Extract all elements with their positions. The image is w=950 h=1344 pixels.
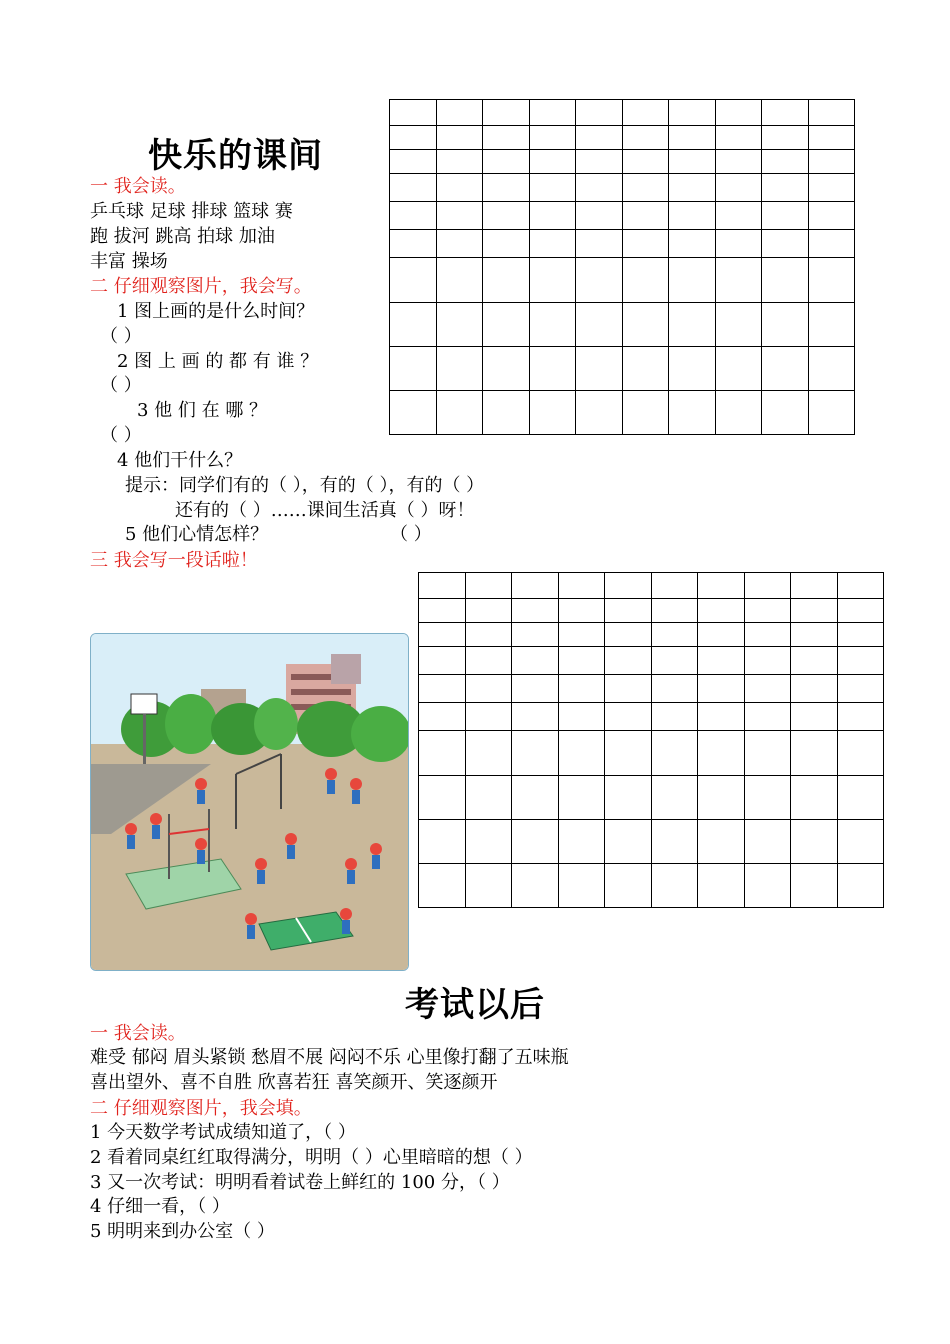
- word-line: 难受 郁闷 眉头紧锁 愁眉不展 闷闷不乐 心里像打翻了五味瓶: [90, 1047, 569, 1068]
- section-heading-observe: 二 仔细观察图片，我会写。: [90, 276, 312, 297]
- fill-item[interactable]: 4 仔细一看，（ ）: [90, 1196, 230, 1217]
- word-line: 丰富 操场: [90, 251, 168, 272]
- fill-item[interactable]: 2 看着同桌红红取得满分，明明（ ）心里暗暗的想（ ）: [90, 1147, 533, 1168]
- fill-item[interactable]: 5 明明来到办公室（ ）: [90, 1221, 275, 1242]
- hint-line: 提示：同学们有的（ ），有的（ ），有的（ ）: [125, 475, 485, 496]
- section-heading-fill: 二 仔细观察图片，我会填。: [90, 1098, 312, 1119]
- answer-blank[interactable]: （ ）: [390, 524, 432, 545]
- section-title: 考试以后: [405, 985, 545, 1025]
- answer-blank[interactable]: （ ）: [100, 425, 142, 446]
- question-1: 1 图上画的是什么时间？: [117, 301, 315, 322]
- playground-illustration: [90, 633, 409, 971]
- page-title: 快乐的课间: [148, 136, 323, 176]
- section-heading-write: 三 我会写一段话啦！: [90, 550, 258, 571]
- question-3: 3 他 们 在 哪 ？: [137, 400, 268, 421]
- word-line: 跑 拔河 跳高 拍球 加油: [90, 226, 275, 247]
- fill-item[interactable]: 3 又一次考试：明明看着试卷上鲜红的 100 分，（ ）: [90, 1172, 510, 1193]
- question-2: 2 图 上 画 的 都 有 谁 ？: [117, 351, 319, 372]
- hint-line: 还有的（ ）……课间生活真（ ）呀！: [175, 500, 475, 521]
- answer-blank[interactable]: （ ）: [100, 326, 142, 347]
- section-heading-read: 一 我会读。: [90, 1023, 186, 1044]
- word-line: 乒乓球 足球 排球 篮球 赛: [90, 201, 293, 222]
- question-5: 5 他们心情怎样？: [125, 524, 269, 545]
- section-heading-read: 一 我会读。: [90, 176, 186, 197]
- writing-grid[interactable]: [418, 572, 884, 908]
- question-4: 4 他们干什么？: [117, 450, 243, 471]
- answer-blank[interactable]: （ ）: [100, 375, 142, 396]
- word-line: 喜出望外、喜不自胜 欣喜若狂 喜笑颜开、笑逐颜开: [90, 1072, 498, 1093]
- writing-grid[interactable]: [389, 99, 855, 435]
- fill-item[interactable]: 1 今天数学考试成绩知道了，（ ）: [90, 1122, 356, 1143]
